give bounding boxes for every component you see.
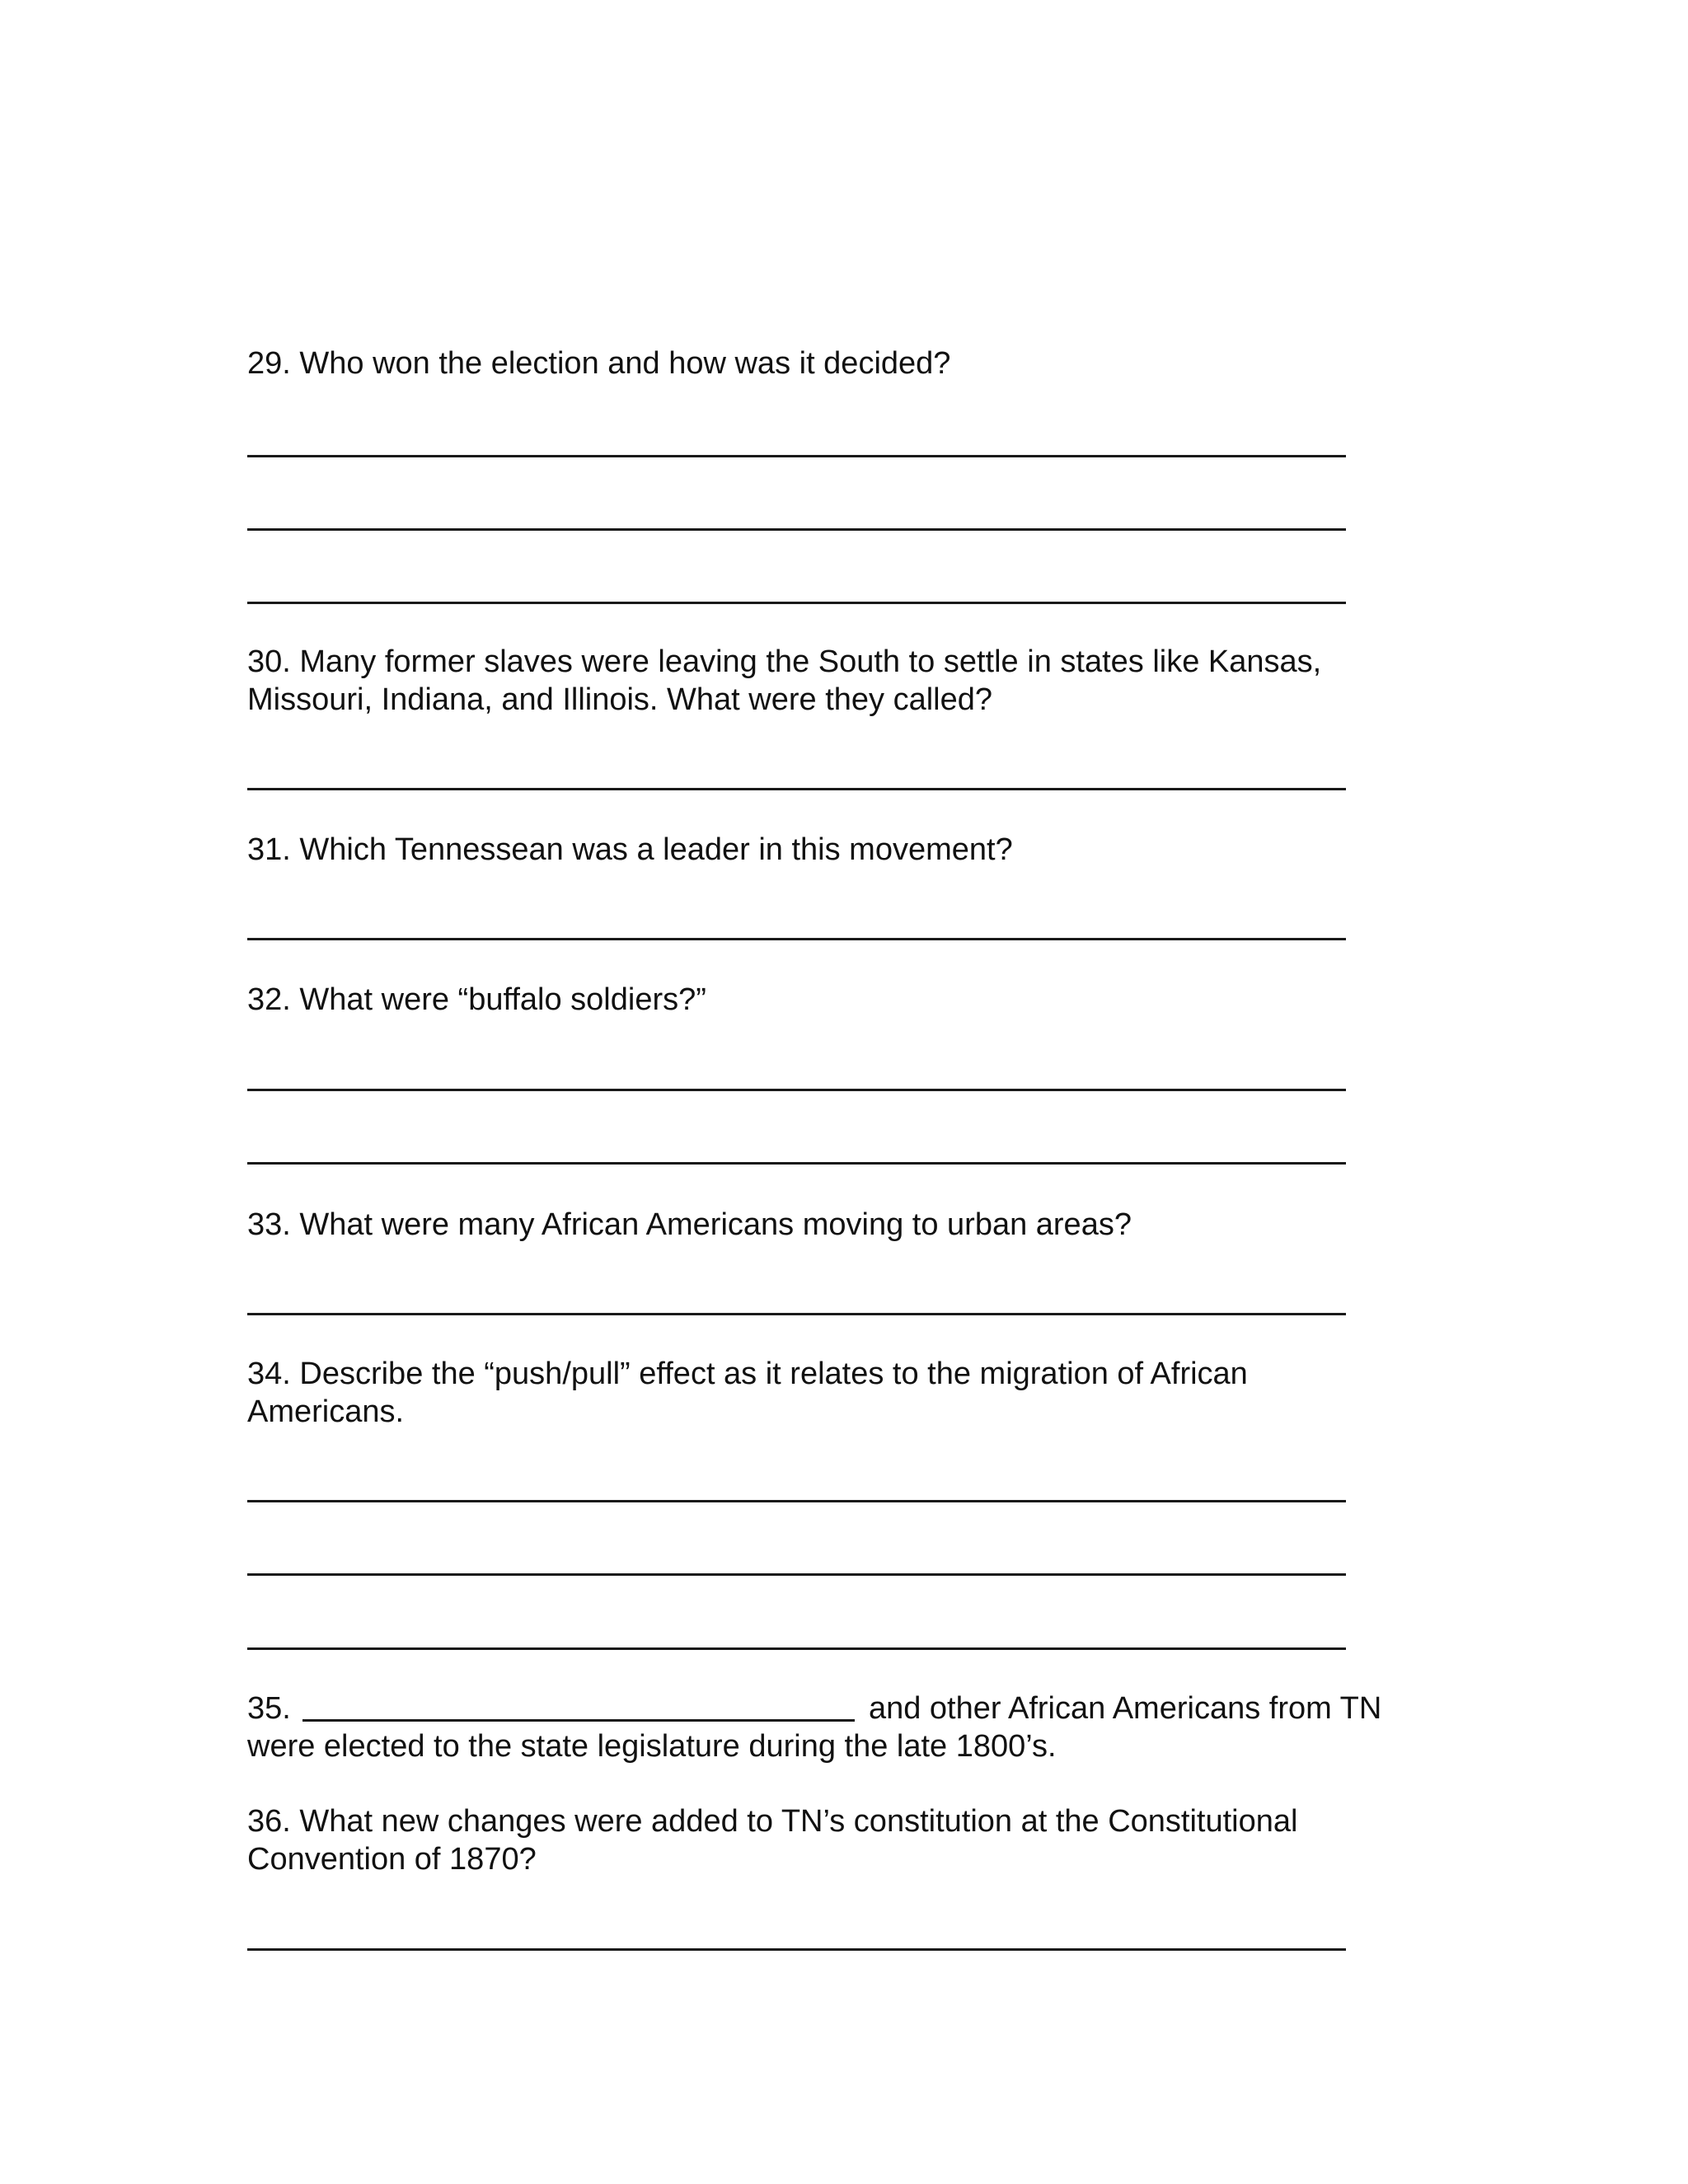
answer-line-34-3[interactable] (247, 1647, 1346, 1650)
question-35-after-blank: and other African Americans from TN (868, 1691, 1382, 1726)
question-31: 31. Which Tennessean was a leader in this movement? (247, 832, 1013, 867)
question-35-number: 35. (247, 1691, 291, 1726)
question-29: 29. Who won the election and how was it decided? (247, 346, 951, 381)
question-35-line-2: were elected to the state legislature during the late 1800’s. (247, 1729, 1057, 1764)
question-33: 33. What were many African Americans moving to urban areas? (247, 1207, 1132, 1242)
question-36-line-1: 36. What new changes were added to TN’s constitution at the Constitutional (247, 1804, 1298, 1839)
question-32: 32. What were “buffalo soldiers?” (247, 982, 706, 1017)
answer-line-34-1[interactable] (247, 1500, 1346, 1502)
answer-line-34-2[interactable] (247, 1573, 1346, 1576)
answer-line-31[interactable] (247, 938, 1346, 940)
answer-line-36[interactable] (247, 1948, 1346, 1951)
question-36-line-2: Convention of 1870? (247, 1842, 537, 1877)
fill-in-blank-35[interactable] (302, 1719, 855, 1722)
answer-line-32-1[interactable] (247, 1089, 1346, 1091)
answer-line-33[interactable] (247, 1313, 1346, 1315)
answer-line-29-3[interactable] (247, 602, 1346, 604)
question-30-line-2: Missouri, Indiana, and Illinois. What were they called? (247, 682, 993, 717)
answer-line-32-2[interactable] (247, 1162, 1346, 1165)
question-30-line-1: 30. Many former slaves were leaving the South to settle in states like Kansas, (247, 644, 1322, 679)
question-34-line-1: 34. Describe the “push/pull” effect as it relates to the migration of African (247, 1357, 1248, 1391)
answer-line-29-2[interactable] (247, 528, 1346, 531)
answer-line-29-1[interactable] (247, 455, 1346, 457)
question-34-line-2: Americans. (247, 1394, 405, 1429)
answer-line-30[interactable] (247, 788, 1346, 790)
question-35-line-1 (247, 1690, 1381, 1727)
